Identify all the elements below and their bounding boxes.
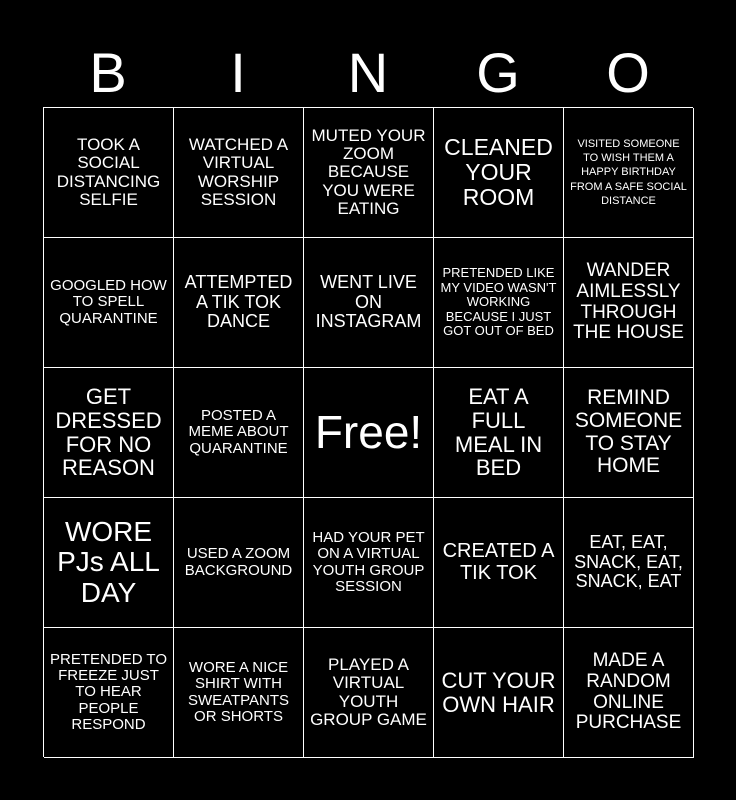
header-letter-b: B	[89, 41, 127, 104]
bingo-cell[interactable]: EAT, EAT, SNACK, EAT, SNACK, EAT	[564, 498, 694, 628]
bingo-cell[interactable]: VISITED SOMEONE TO WISH THEM A HAPPY BIRTHDAY FROM A SAFE SOCIAL DISTANCE	[564, 108, 694, 238]
header-letter-n: N	[347, 41, 389, 104]
header-letter-g: G	[476, 41, 520, 104]
header-letter-i: I	[230, 41, 246, 104]
bingo-cell[interactable]: HAD YOUR PET ON A VIRTUAL YOUTH GROUP SESSION	[304, 498, 434, 628]
bingo-cell[interactable]: REMIND SOMEONE TO STAY HOME	[564, 368, 694, 498]
bingo-cell[interactable]: POSTED A MEME ABOUT QUARANTINE	[174, 368, 304, 498]
bingo-cell[interactable]: WORE PJs ALL DAY	[44, 498, 174, 628]
header-letter-o: O	[606, 41, 650, 104]
bingo-card-grid	[43, 107, 693, 757]
bingo-header	[43, 40, 693, 106]
bingo-cell[interactable]: MADE A RANDOM ONLINE PURCHASE	[564, 628, 694, 758]
bingo-cell[interactable]: GOOGLED HOW TO SPELL QUARANTINE	[44, 238, 174, 368]
bingo-cell[interactable]: WATCHED A VIRTUAL WORSHIP SESSION	[174, 108, 304, 238]
bingo-cell[interactable]: MUTED YOUR ZOOM BECAUSE YOU WERE EATING	[304, 108, 434, 238]
bingo-cell[interactable]: PRETENDED LIKE MY VIDEO WASN'T WORKING BECAUSE I JUST GOT OUT OF BED	[434, 238, 564, 368]
bingo-cell[interactable]: USED A ZOOM BACKGROUND	[174, 498, 304, 628]
bingo-cell[interactable]: CUT YOUR OWN HAIR	[434, 628, 564, 758]
bingo-cell[interactable]: WANDER AIMLESSLY THROUGH THE HOUSE	[564, 238, 694, 368]
bingo-cell[interactable]: EAT A FULL MEAL IN BED	[434, 368, 564, 498]
bingo-cell[interactable]: PLAYED A VIRTUAL YOUTH GROUP GAME	[304, 628, 434, 758]
bingo-cell[interactable]: WORE A NICE SHIRT WITH SWEATPANTS OR SHORTS	[174, 628, 304, 758]
bingo-cell[interactable]: TOOK A SOCIAL DISTANCING SELFIE	[44, 108, 174, 238]
free-space-cell[interactable]: Free!	[304, 368, 434, 498]
bingo-cell[interactable]: WENT LIVE ON INSTAGRAM	[304, 238, 434, 368]
bingo-cell[interactable]: CREATED A TIK TOK	[434, 498, 564, 628]
bingo-cell[interactable]: PRETENDED TO FREEZE JUST TO HEAR PEOPLE RESPOND	[44, 628, 174, 758]
bingo-cell[interactable]: GET DRESSED FOR NO REASON	[44, 368, 174, 498]
bingo-cell[interactable]: CLEANED YOUR ROOM	[434, 108, 564, 238]
bingo-cell[interactable]: ATTEMPTED A TIK TOK DANCE	[174, 238, 304, 368]
